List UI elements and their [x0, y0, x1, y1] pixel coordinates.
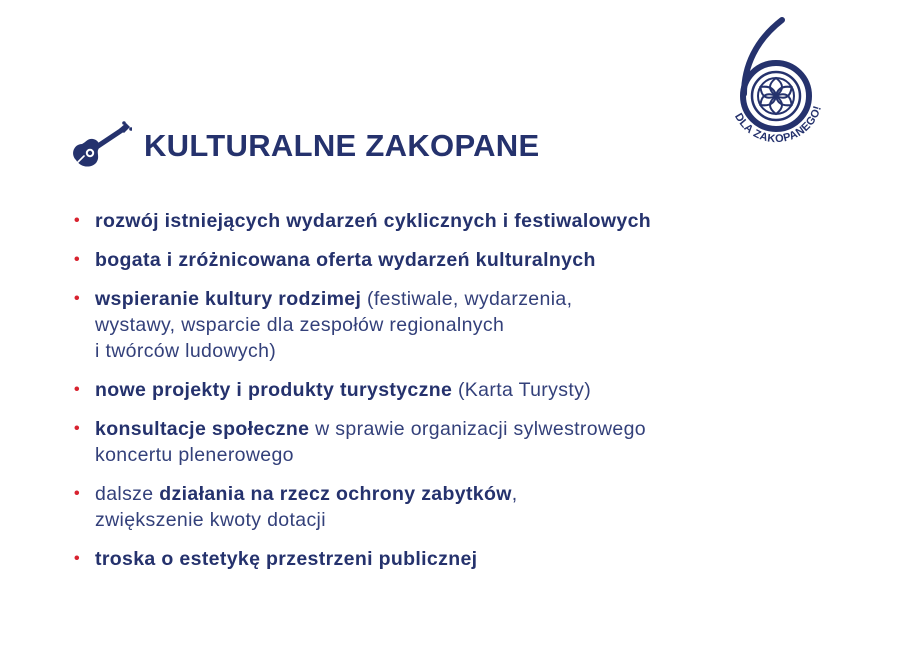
list-item [74, 286, 854, 364]
item-bold-text: bogata i zróżnicowana oferta wydarzeń kulturalnych [95, 249, 596, 271]
item-line [95, 286, 854, 312]
item-line: koncertu plenerowego [95, 444, 294, 466]
item-bold-text: nowe projekty i produkty turystyczne [95, 379, 453, 401]
bullet-dot-icon: • [74, 420, 80, 437]
bullet-list [74, 208, 854, 585]
bullet-dot-icon: • [74, 251, 80, 268]
item-line [95, 416, 854, 442]
bullet-dot-icon: • [74, 485, 80, 502]
item-bold-text: rozwój istniejących wydarzeń cyklicznych i festiwalowych [95, 210, 652, 232]
item-bold-text: troska o estetykę przestrzeni publicznej [95, 548, 478, 570]
bullet-dot-icon: • [74, 212, 80, 229]
list-item [74, 416, 854, 468]
item-regular-text: (festiwale, wydarzenia, [361, 288, 573, 310]
list-item [74, 546, 854, 572]
item-line: zwiększenie kwoty dotacji [95, 509, 326, 531]
item-bold-text: wspieranie kultury rodzimej [95, 288, 362, 310]
list-item [74, 377, 854, 403]
item-regular-text: , [511, 483, 518, 505]
bullet-dot-icon: • [74, 550, 80, 567]
item-regular-text: (Karta Turysty) [452, 379, 592, 401]
list-item [74, 208, 854, 234]
logo-text: DLA ZAKOPANEGO! [732, 104, 825, 146]
title-row [68, 120, 539, 172]
item-line: wystawy, wsparcie dla zespołów regionalnych [95, 314, 505, 336]
item-line: i twórców ludowych) [95, 340, 277, 362]
bullet-dot-icon: • [74, 290, 80, 307]
bullet-dot-icon: • [74, 381, 80, 398]
item-regular-text: w sprawie organizacji sylwestrowego [309, 418, 646, 440]
flower-of-life-icon [758, 78, 794, 114]
item-regular-text: dalsze [95, 483, 160, 505]
list-item [74, 247, 854, 273]
item-bold-text: konsultacje społeczne [95, 418, 310, 440]
campaign-logo [716, 14, 836, 164]
item-line [95, 481, 854, 507]
list-item [74, 481, 854, 533]
page-title: KULTURALNE ZAKOPANE [144, 128, 540, 163]
guitar-icon [68, 120, 132, 172]
item-bold-text: działania na rzecz ochrony zabytków [159, 483, 512, 505]
